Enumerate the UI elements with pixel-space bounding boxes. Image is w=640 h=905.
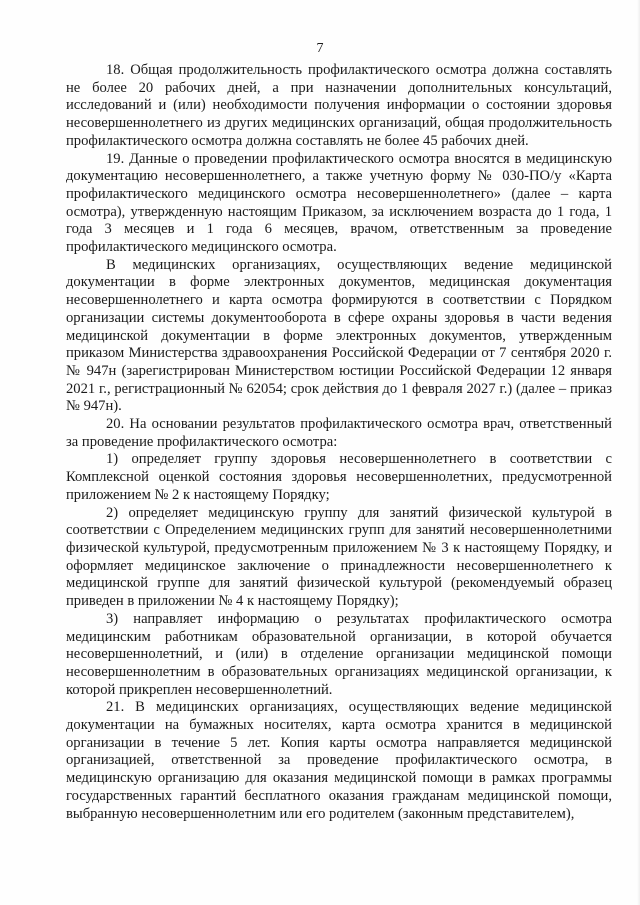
paragraph-20-item-2: 2) определяет медицинскую группу для занятий физической культурой в соответствии с Определением медицинских групп для занятий несовершеннолетними физической культурой, предусмотренным приложением № 3 к настоящему Порядку, и оформляет медицинское заключение о принадлежности несовершеннолетнего к медицинской группе для занятий физической культурой (рекомендуемый образец приведен в приложении № 4 к настоящему Порядку); <box>66 504 612 610</box>
paragraph-19: 19. Данные о проведении профилактического осмотра вносятся в медицинскую документацию несовершеннолетнего, а также учетную форму № 030-ПО/у «Карта профилактического медицинского осмотра несовершеннолетнего» (далее – карта осмотра), утвержденную настоящим Приказом, за исключением возраста до 1 года, 1 года 3 месяцев и 1 года 6 месяцев, врачом, ответственным за проведение профилактического медицинского осмотра. <box>66 150 612 256</box>
paragraph-20-item-1: 1) определяет группу здоровья несовершеннолетнего в соответствии с Комплексной оценкой состояния здоровья несовершеннолетних, предусмотренной приложением № 2 к настоящему Порядку; <box>66 451 612 503</box>
page-number: 7 <box>316 41 324 56</box>
paragraph-20-item-3: 3) направляет информацию о результатах профилактического осмотра медицинским работникам образовательной организации, в которой обучается несовершеннолетний, и (или) в отделение организации медицинской помощи несовершеннолетним в образовательных организациях медицинской организации, к которой прикреплен несовершеннолетний. <box>66 610 612 698</box>
paragraph-21: 21. В медицинских организациях, осуществляющих ведение медицинской документации на бумажных носителях, карта осмотра хранится в медицинской организации в течение 5 лет. Копия карты осмотра направляется медицинской организацией, ответственной за проведение профилактического осмотра, в медицинскую организацию для оказания медицинской помощи в рамках программы государственных гарантий бесплатного оказания гражданам медицинской помощи, выбранную несовершеннолетним или его родителем (законным представителем), <box>66 699 612 822</box>
paragraph-20: 20. На основании результатов профилактического осмотра врач, ответственный за проведение профилактического осмотра: <box>66 416 612 450</box>
paragraph-electronic-records: В медицинских организациях, осуществляющих ведение медицинской документации в форме электронных документов, медицинская документация несовершеннолетнего и карта осмотра формируются в соответствии с Порядком организации системы документооборота в сфере охраны здоровья в части ведения медицинской документации в форме электронных документов, утвержденным приказом Министерства здравоохранения Российской Федерации от 7 сентября 2020 г. № 947н (зарегистрирован Министерством юстиции Российской Федерации 12 января 2021 г., регистрационный № 62054; срок действия до 1 февраля 2027 г.) (далее – приказ № 947н). <box>66 256 612 415</box>
paragraph-18: 18. Общая продолжительность профилактического осмотра должна составлять не более 20 рабочих дней, а при назначении дополнительных консультаций, исследований и (или) необходимости получения информации о состоянии здоровья несовершеннолетнего из других медицинских организаций, общая продолжительность профилактического осмотра должна составлять не более 45 рабочих дней. <box>66 62 612 149</box>
document-body <box>66 62 612 823</box>
